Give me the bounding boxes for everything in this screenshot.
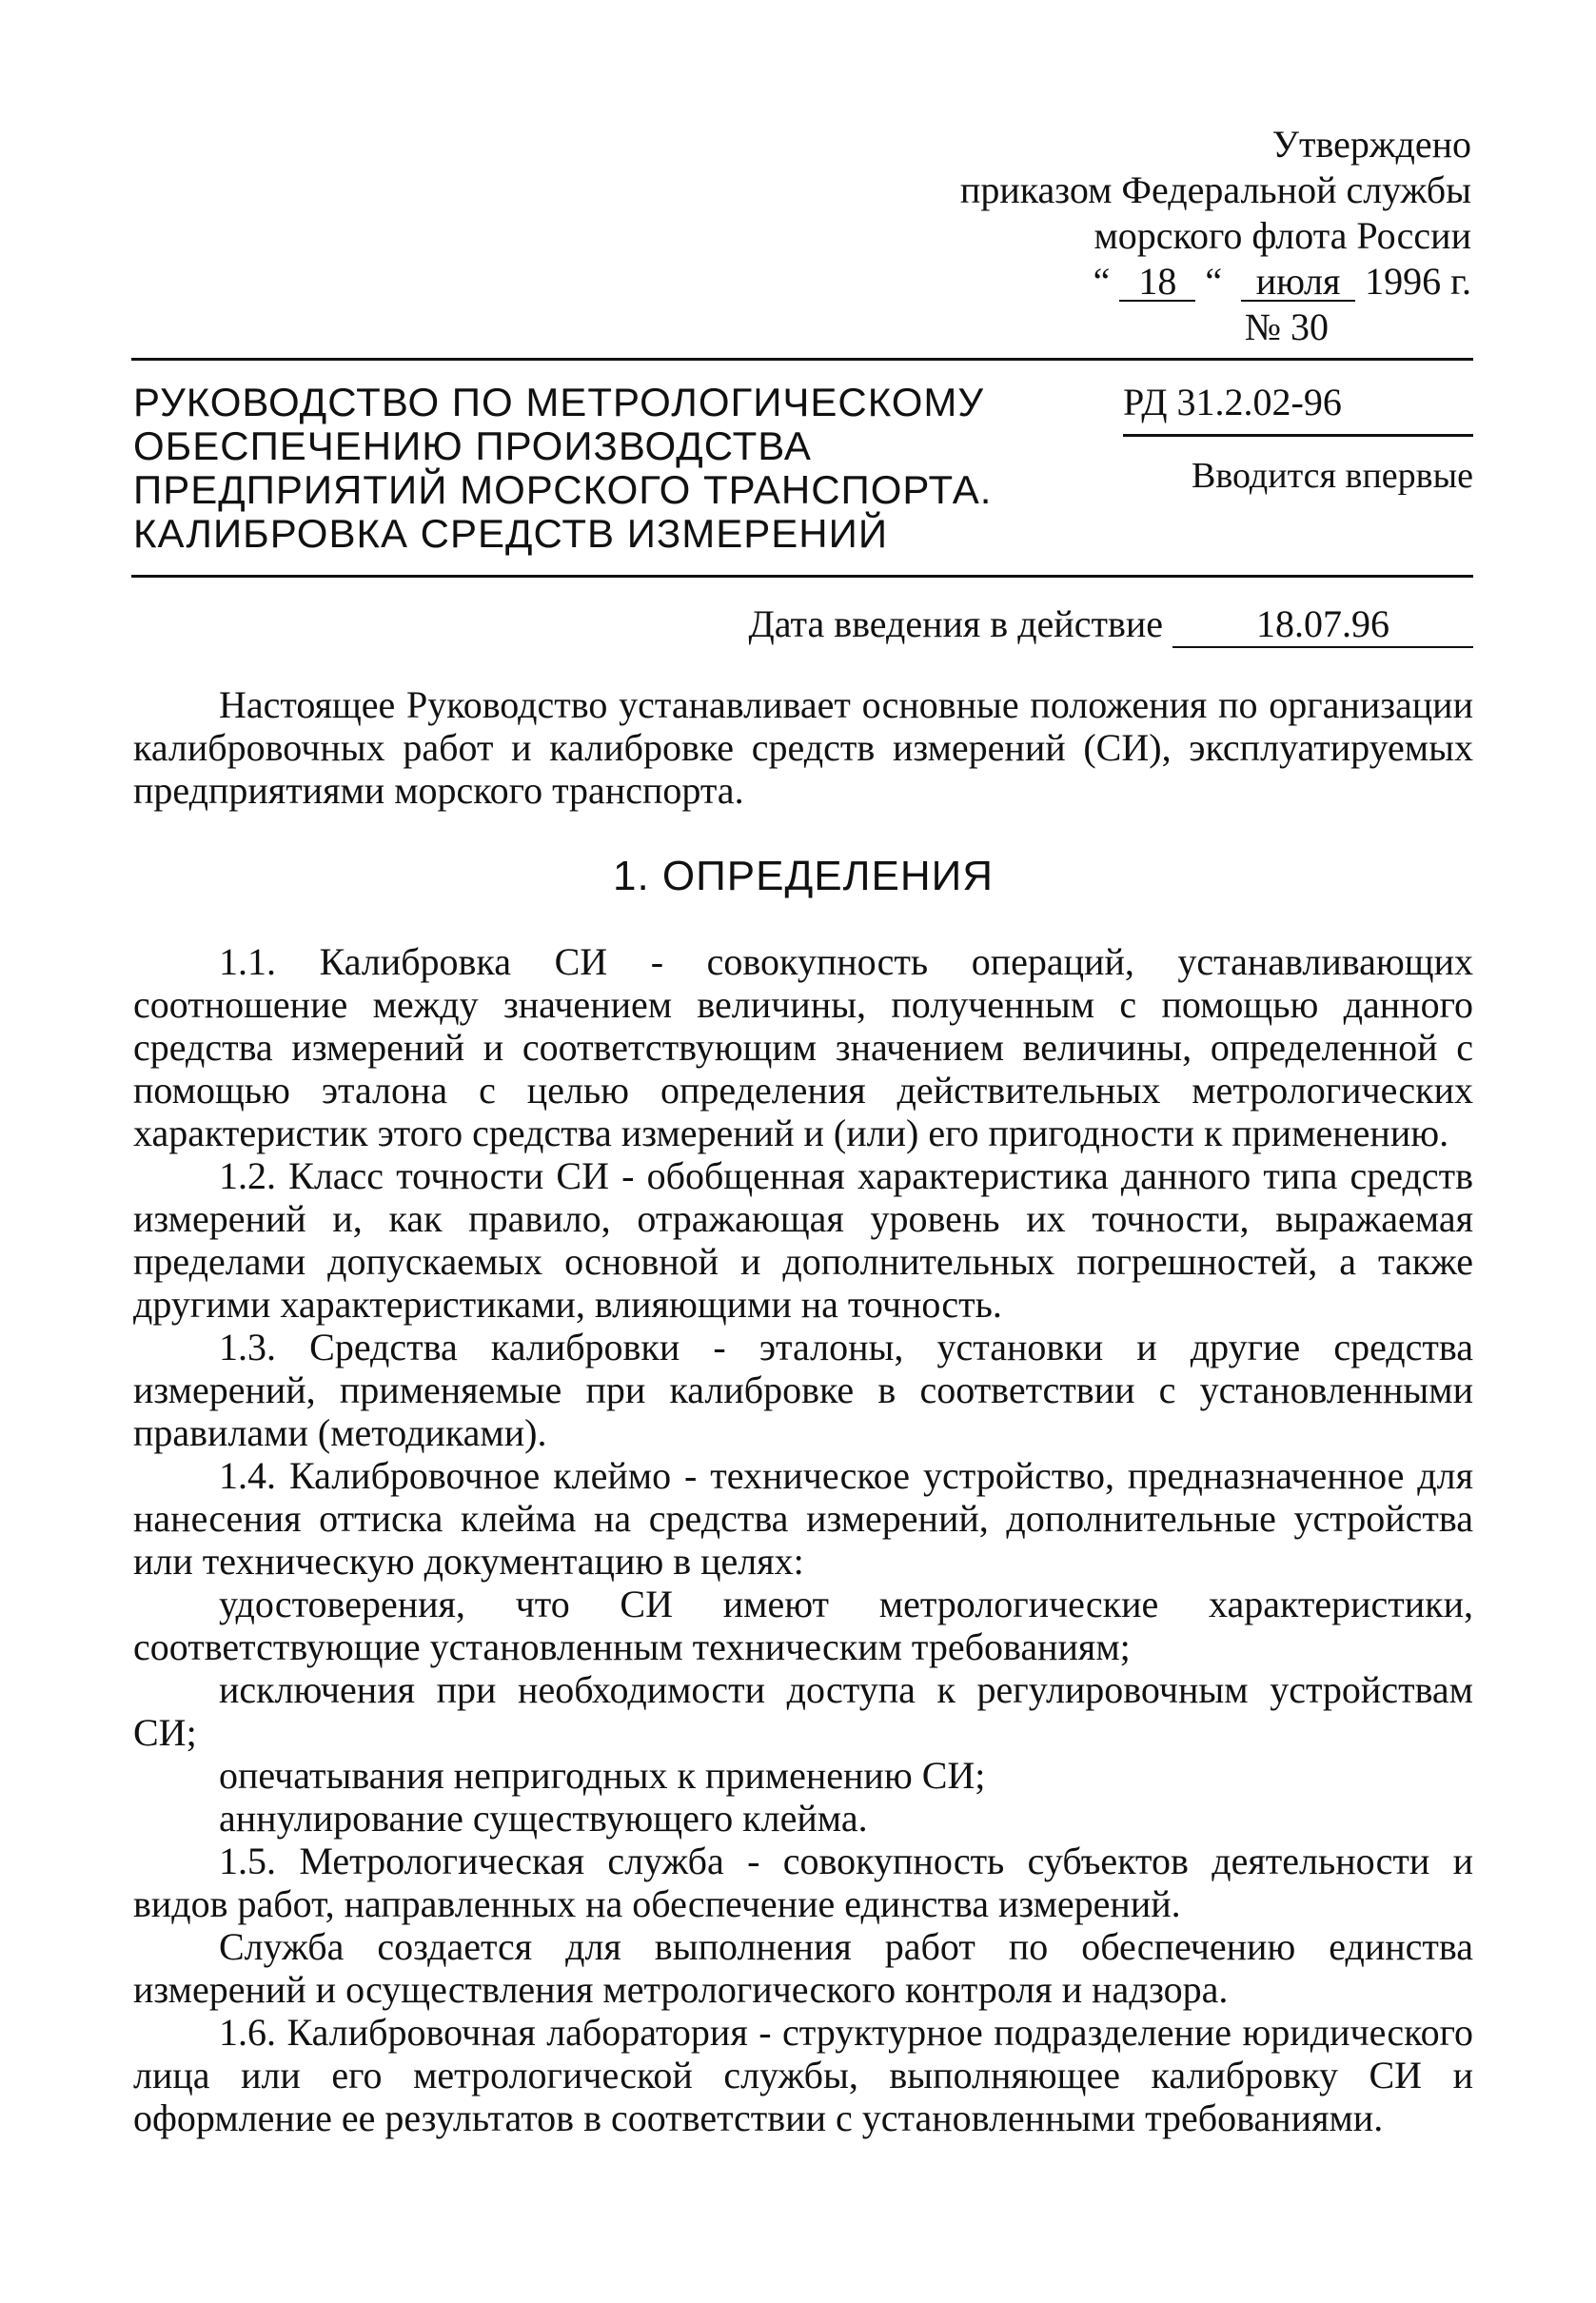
definition-1-4-b: исключения при необходимости доступа к регулировочным устройствам СИ; xyxy=(133,1668,1473,1754)
approval-line-1: Утверждено xyxy=(1271,123,1471,166)
definition-1-5: 1.5. Метрологическая служба - совокупность субъектов деятельности и видов работ, направленных на обеспечение единства измерений. xyxy=(133,1840,1473,1925)
definition-1-2: 1.2. Класс точности СИ - обобщенная характеристика данного типа средств измерений и, как правило, отражающая уровень их точности, выражаемая пределами допускаемых основной и дополнительных погрешностей, а также другими характеристиками, влияющими на точность. xyxy=(133,1154,1473,1326)
definition-1-4: 1.4. Калибровочное клеймо - техническое устройство, предназначенное для нанесения оттиска клейма на средства измерений, дополнительные устройства или техническую документацию в целях: xyxy=(133,1454,1473,1583)
section-title: 1. ОПРЕДЕЛЕНИЯ xyxy=(612,853,994,899)
title-line-2: ОБЕСПЕЧЕНИЮ ПРОИЗВОДСТВА xyxy=(133,423,812,468)
document-code-block xyxy=(1123,381,1473,498)
approval-line-3: морского флота России xyxy=(1094,214,1471,257)
definition-1-4-a: удостоверения, что СИ имеют метрологические характеристики, соответствующие установленным техническим требованиям; xyxy=(133,1583,1473,1668)
effective-date-label: Дата введения в действие xyxy=(748,602,1163,645)
title-line-1: РУКОВОДСТВО ПО МЕТРОЛОГИЧЕСКОМУ xyxy=(133,380,985,424)
title-line-4: КАЛИБРОВКА СРЕДСТВ ИЗМЕРЕНИЙ xyxy=(133,511,889,556)
approval-month: июля xyxy=(1241,264,1355,302)
definition-1-4-d: аннулирование существующего клейма. xyxy=(219,1797,868,1840)
approval-date: “ 18 “ июля 1996 г. xyxy=(1093,260,1471,303)
approval-block xyxy=(748,122,1471,350)
document-code: РД 31.2.02-96 xyxy=(1123,381,1473,437)
first-time-note: Вводится впервые xyxy=(1191,456,1473,496)
effective-date-value: 18.07.96 xyxy=(1172,602,1473,648)
definition-1-6: 1.6. Калибровочная лаборатория - структурное подразделение юридического лица или его метрологической службы, выполняющее калибровку СИ и оформление ее результатов в соответствии с установленными требованиями. xyxy=(133,2011,1473,2139)
definition-1-3: 1.3. Средства калибровки - эталоны, установки и другие средства измерений, применяемые при калибровке в соответствии с установленными правилами (методиками). xyxy=(133,1326,1473,1454)
definition-1-4-c: опечатывания непригодных к применению СИ; xyxy=(219,1754,986,1797)
intro-text xyxy=(133,683,1473,812)
approval-day: 18 xyxy=(1119,264,1195,302)
title-line-3: ПРЕДПРИЯТИЙ МОРСКОГО ТРАНСПОРТА. xyxy=(133,467,993,512)
intro-paragraph: Настоящее Руководство устанавливает основные положения по организации калибровочных работ и калибровке средств измерений (СИ), эксплуатируемых предприятиями морского транспорта. xyxy=(133,683,1473,812)
definition-1-5-a: Служба создается для выполнения работ по обеспечению единства измерений и осуществления метрологического контроля и надзора. xyxy=(133,1925,1473,2011)
approval-year: 1996 г. xyxy=(1365,260,1471,303)
approval-line-2: приказом Федеральной службы xyxy=(959,168,1471,211)
effective-date xyxy=(749,602,1474,648)
header-top-rule xyxy=(131,358,1473,361)
definitions xyxy=(133,940,1473,2139)
document-title xyxy=(133,381,1066,556)
definition-1-1: 1.1. Калибровка СИ - совокупность операций, устанавливающих соотношение между значением величины, полученным с помощью данного средства измерений и соответствующим значением величины, определенной с помощью эталона с целью определения действительных метрологических характеристик этого средства измерений и (или) его пригодности к применению. xyxy=(133,940,1473,1154)
approval-number: № 30 xyxy=(1244,305,1329,348)
header-bottom-rule xyxy=(131,575,1473,578)
